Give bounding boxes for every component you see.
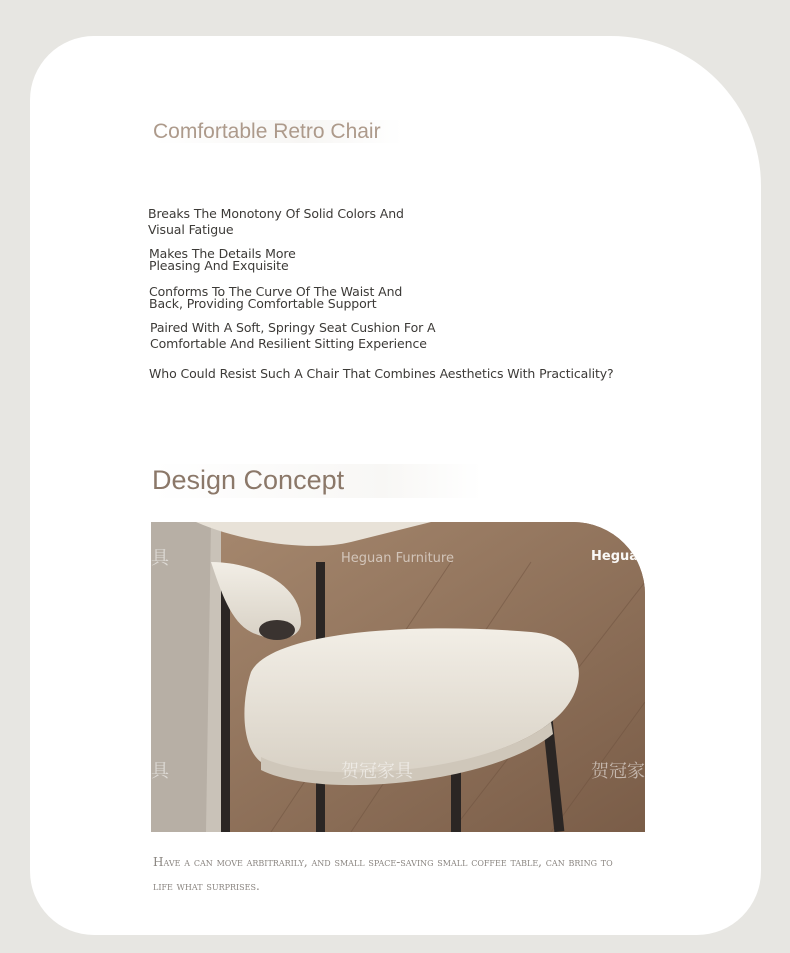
watermark-text: 具	[151, 761, 169, 782]
product-card	[30, 36, 761, 935]
photo-caption: Have a can move arbitrarily, and small space-saving small coffee table, can bring to life what surprises.	[153, 855, 613, 893]
watermark-text: 贺冠家具	[341, 761, 413, 782]
chair-illustration	[151, 522, 645, 832]
design-concept-heading: Design Concept	[152, 464, 482, 498]
chair-photo	[151, 522, 645, 832]
watermark-text: Hegua	[591, 549, 639, 564]
watermark-text: Heguan Furniture	[341, 551, 454, 566]
watermark-text: 具	[151, 548, 169, 569]
feature-text: Conforms To The Curve Of The Waist And Back, Providing Comfortable Support	[149, 284, 403, 311]
feature-text: Breaks The Monotony Of Solid Colors And Visual Fatigue	[148, 206, 404, 237]
product-title: Comfortable Retro Chair	[153, 120, 403, 143]
feature-text: Paired With A Soft, Springy Seat Cushion For A Comfortable And Resilient Sitting Experience	[150, 320, 436, 351]
feature-text: Who Could Resist Such A Chair That Combines Aesthetics With Practicality?	[149, 366, 614, 381]
feature-text: Makes The Details More Pleasing And Exquisite	[149, 246, 296, 273]
watermark-text: 贺冠家	[591, 761, 645, 782]
